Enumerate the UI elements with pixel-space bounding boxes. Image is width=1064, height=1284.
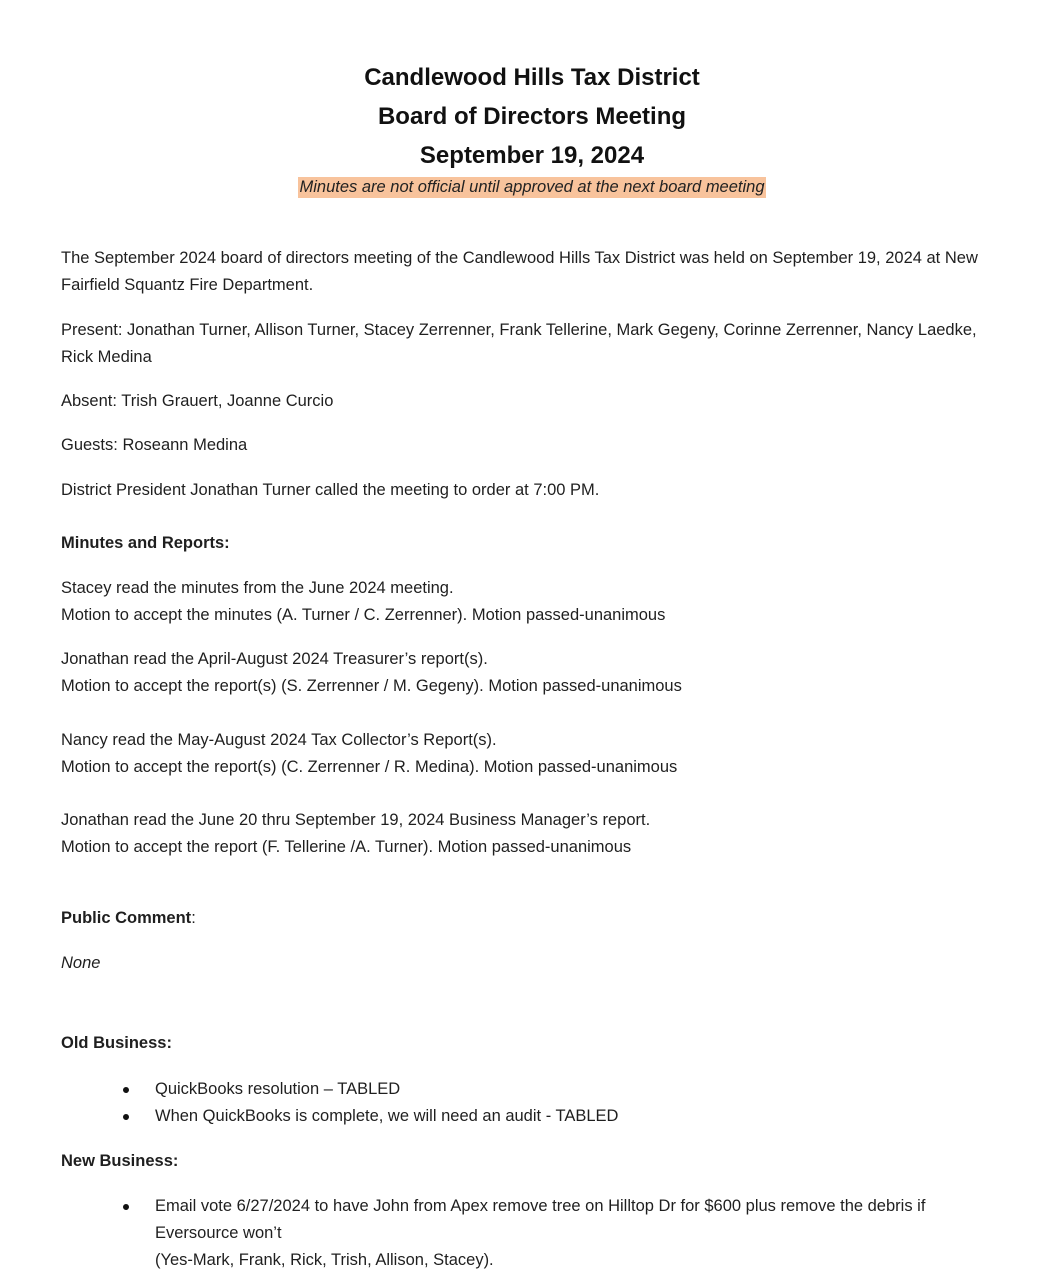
- report-tax-collector: [61, 727, 1011, 781]
- meeting-date-title: September 19, 2024: [419, 142, 645, 169]
- report-line: Jonathan read the June 20 thru September 19, 2024 Business Manager’s report.: [61, 811, 651, 829]
- public-comment-heading: Public Comment: [61, 909, 192, 927]
- list-item: [118, 1103, 1008, 1130]
- report-line: Stacey read the minutes from the June 2024 meeting.: [61, 579, 454, 597]
- document-title-block: [0, 58, 1064, 198]
- list-item-text: Email vote 6/27/2024 to have John from Apex remove tree on Hilltop Dr for $600 plus remove the debris if Eversource won’t: [155, 1197, 926, 1242]
- list-item-text: QuickBooks resolution – TABLED: [155, 1080, 401, 1098]
- list-item: [118, 1076, 1008, 1103]
- bullet-icon: [123, 1114, 129, 1120]
- new-business-list: [118, 1193, 1008, 1274]
- call-to-order: District President Jonathan Turner called the meeting to order at 7:00 PM.: [61, 481, 600, 499]
- public-comment-colon: :: [191, 909, 196, 927]
- bullet-icon: [123, 1204, 129, 1210]
- public-comment-heading-line: [61, 905, 1011, 932]
- motion-line: Motion to accept the minutes (A. Turner / C. Zerrenner). Motion passed-unanimous: [61, 606, 666, 624]
- public-comment-text: None: [61, 954, 101, 972]
- motion-line: Motion to accept the report (F. Tellerine /A. Turner). Motion passed-unanimous: [61, 838, 632, 856]
- report-treasurer: [61, 646, 1011, 700]
- intro-paragraph: The September 2024 board of directors meeting of the Candlewood Hills Tax District was held on September 19, 2024 at New Fairfield Squantz Fire Department.: [61, 249, 978, 294]
- old-business-heading: Old Business:: [61, 1034, 172, 1052]
- minutes-reports-heading: Minutes and Reports:: [61, 534, 230, 552]
- old-business-list: [118, 1076, 1008, 1130]
- guests-list: Guests: Roseann Medina: [61, 436, 248, 454]
- vote-note: (Yes-Mark, Frank, Rick, Trish, Allison, Stacey).: [155, 1251, 494, 1269]
- list-item: [118, 1193, 1008, 1274]
- new-business-heading: New Business:: [61, 1152, 179, 1170]
- unofficial-disclaimer: Minutes are not official until approved at the next board meeting: [299, 178, 765, 196]
- report-minutes: [61, 575, 1011, 629]
- bullet-icon: [123, 1087, 129, 1093]
- motion-line: Motion to accept the report(s) (S. Zerrenner / M. Gegeny). Motion passed-unanimous: [61, 677, 682, 695]
- list-item-text: When QuickBooks is complete, we will need an audit - TABLED: [155, 1107, 619, 1125]
- report-line: Jonathan read the April-August 2024 Treasurer’s report(s).: [61, 650, 488, 668]
- report-business-manager: [61, 807, 1011, 861]
- motion-line: Motion to accept the report(s) (C. Zerrenner / R. Medina). Motion passed-unanimous: [61, 758, 678, 776]
- report-line: Nancy read the May-August 2024 Tax Collector’s Report(s).: [61, 731, 497, 749]
- meeting-title: Board of Directors Meeting: [377, 103, 687, 130]
- absent-attendees: Absent: Trish Grauert, Joanne Curcio: [61, 392, 334, 410]
- present-attendees: Present: Jonathan Turner, Allison Turner, Stacey Zerrenner, Frank Tellerine, Mark Gegeny, Corinne Zerrenner, Nancy Laedke, Rick Medina: [61, 321, 977, 366]
- district-name-title: Candlewood Hills Tax District: [364, 64, 700, 91]
